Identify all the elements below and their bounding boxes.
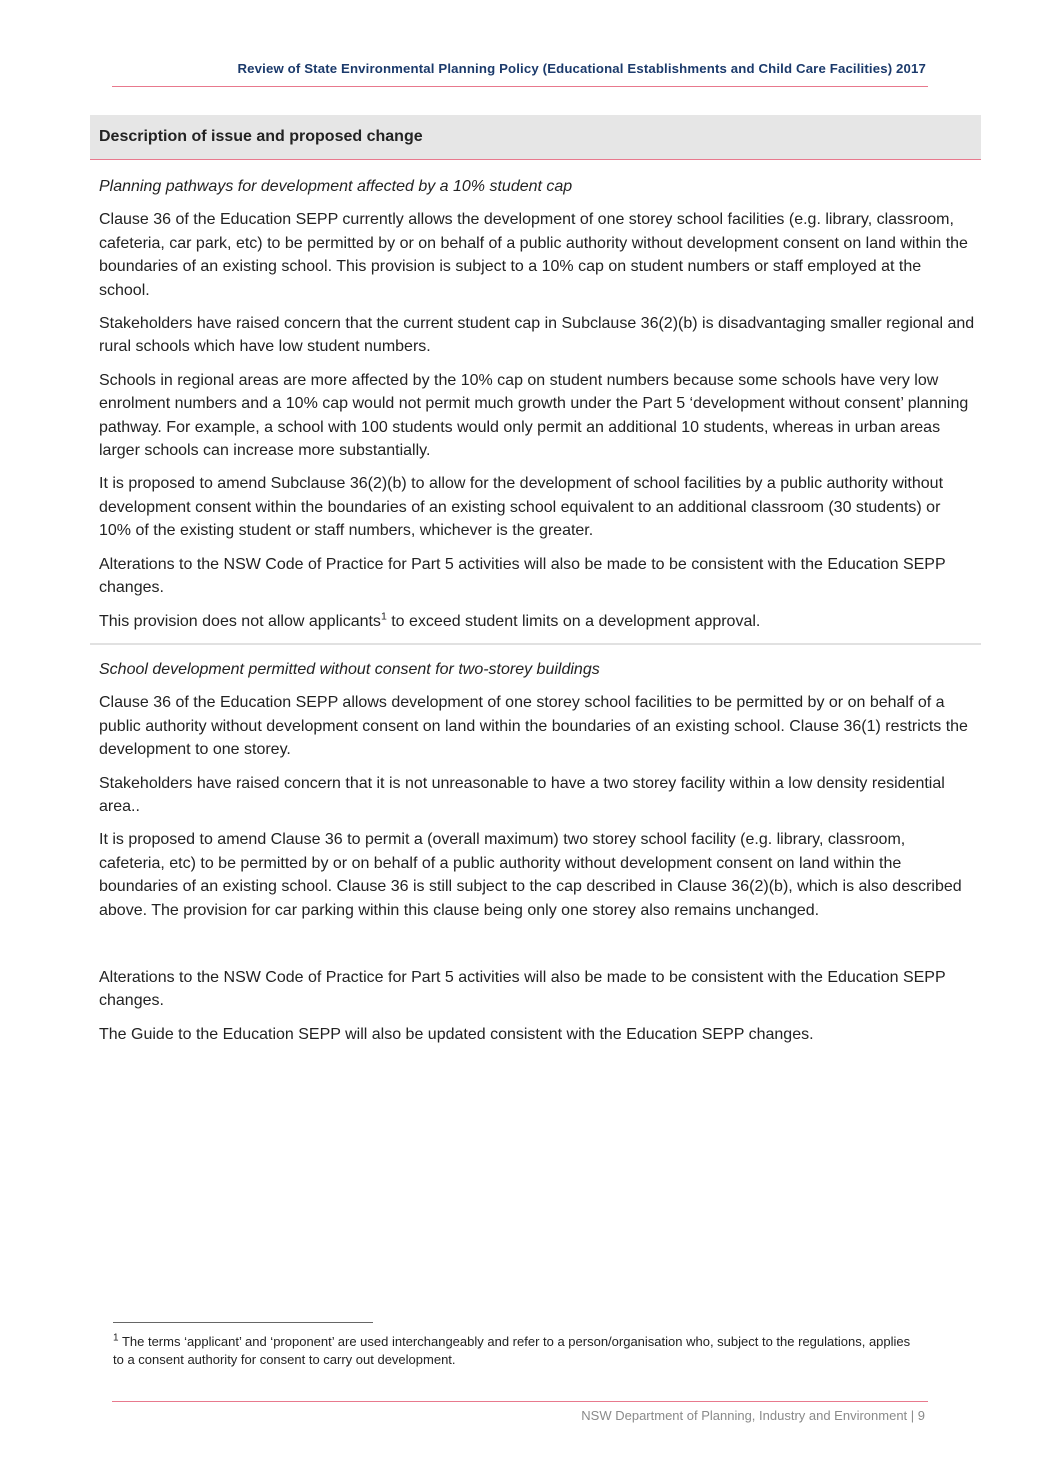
section-heading: Planning pathways for development affected by a 10% student cap xyxy=(99,178,573,195)
section-two-storey xyxy=(99,658,975,1056)
page-header xyxy=(112,58,928,87)
footnote-separator xyxy=(113,1322,373,1323)
footnote xyxy=(113,1333,913,1369)
paragraph: Schools in regional areas are more affected by the 10% cap on student numbers because some schools have very low enrolment numbers and a 10% cap would not permit much growth under the Part 5 ‘development without consent’ planning pathway. For example, a school with 100 students would only permit an additional 10 students, whereas in urban areas larger schools can increase more substantially. xyxy=(99,371,969,460)
paragraph: Alterations to the NSW Code of Practice for Part 5 activities will also be made to be consistent with the Education SEPP changes. xyxy=(99,555,946,597)
footnote-reference[interactable]: 1 xyxy=(380,610,387,623)
page-footer xyxy=(112,1401,928,1423)
footer-department-page-number: NSW Department of Planning, Industry and Environment | 9 xyxy=(581,1408,925,1423)
footnote-text: The terms ‘applicant’ and ‘proponent’ are used interchangeably and refer to a person/organisation who, subject to the regulations, applies to a consent authority for consent to carry out development. xyxy=(113,1334,911,1367)
paragraph-text: This provision does not allow applicants xyxy=(99,612,381,630)
paragraph: Stakeholders have raised concern that the current student cap in Subclause 36(2)(b) is disadvantaging smaller regional and rural schools which have low student numbers. xyxy=(99,315,975,356)
footnote-marker: 1 xyxy=(113,1332,119,1344)
section-student-cap xyxy=(99,175,975,643)
paragraph: Alterations to the NSW Code of Practice for Part 5 activities will also be made to be consistent with the Education SEPP changes. xyxy=(99,969,946,1010)
document-title: Review of State Environmental Planning Policy (Educational Establishments and Child Care Facilities) 2017 xyxy=(237,61,926,76)
column-header-label: Description of issue and proposed change xyxy=(99,128,423,145)
paragraph-text: to exceed student limits on a development approval. xyxy=(386,612,761,630)
paragraph: Stakeholders have raised concern that it is not unreasonable to have a two storey facility within a low density residential area.. xyxy=(99,774,945,816)
paragraph: It is proposed to amend Subclause 36(2)(b) to allow for the development of school facilities by a public authority without development consent within the boundaries of an existing school equivalent to an additional classroom (30 students) or 10% of the existing student or staff numbers, whichever is the greater. xyxy=(99,475,944,540)
paragraph-with-footnote xyxy=(99,610,975,633)
paragraph: Clause 36 of the Education SEPP allows development of one storey school facilities to be permitted by or on behalf of a public authority without development consent on land within the boundaries of an existing school. Clause 36(1) restricts the development to one storey. xyxy=(99,694,968,759)
paragraph: The Guide to the Education SEPP will also be updated consistent with the Education SEPP changes. xyxy=(99,1025,814,1043)
paragraph: It is proposed to amend Clause 36 to permit a (overall maximum) two storey school facility (e.g. library, classroom, cafeteria, etc) to be permitted by or on behalf of a public authority without development consent on land within the boundaries of an existing school. Clause 36 is still subject to the cap described in Clause 36(2)(b), which is also described above. The provision for car parking within this clause being only one storey also remains unchanged. xyxy=(99,831,962,919)
paragraph: Clause 36 of the Education SEPP currently allows the development of one storey school facilities (e.g. library, classroom, cafeteria, car park, etc) to be permitted by or on behalf of a public authority without development consent on land within the boundaries of an existing school. This provision is subject to a 10% cap on student numbers or staff employed at the school. xyxy=(99,211,968,299)
section-divider xyxy=(90,643,981,645)
section-heading: School development permitted without consent for two-storey buildings xyxy=(99,661,600,678)
table-column-header xyxy=(90,115,981,160)
